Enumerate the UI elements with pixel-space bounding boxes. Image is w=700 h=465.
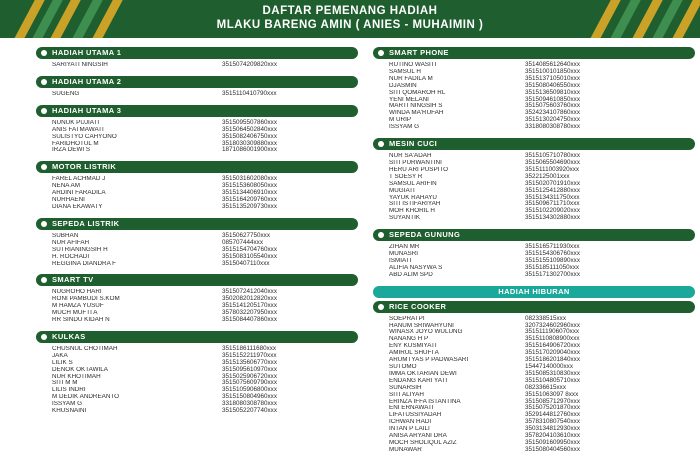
winner-id: 3515185111050xxx: [525, 263, 580, 271]
winner-row: [52, 303, 358, 310]
prize-section-sepeda-gunung: [373, 229, 695, 279]
winner-id: 3515075609790xxx: [222, 379, 277, 387]
winner-row: [52, 360, 358, 367]
category-header: HADIAH UTAMA 3: [36, 105, 358, 117]
winner-id: 3515186201840xxx: [525, 356, 580, 364]
winner-name: DIANA EKAWATY: [52, 203, 103, 210]
category-header: SEPEDA LISTRIK: [36, 218, 358, 230]
title-line-2: MLAKU BARENG AMIN ( ANIES - MUHAIMIN ): [216, 19, 484, 31]
winner-list: [36, 343, 358, 415]
winner-id: 3515137105010xxx: [525, 74, 580, 82]
winner-id: 3515134302880xxx: [525, 214, 580, 222]
winner-id: 3515082406750xxx: [222, 132, 277, 140]
winner-name: WINDA MA'RUFAH: [389, 110, 444, 117]
winner-name: ZIHAN MR: [389, 244, 420, 251]
winner-name: CHUSNUL CHOTIMAH: [52, 345, 118, 352]
winner-row: [52, 120, 358, 127]
winner-name: SITI ISTIFARIYAH: [389, 201, 441, 208]
winner-id: 35150407110xxx: [222, 259, 270, 267]
winner-name: MUNASRI: [389, 251, 419, 258]
category-header: RICE COOKER: [373, 301, 695, 313]
winner-name: MOCH SHOLIQUL AZIZ: [389, 439, 457, 446]
winner-name: MUNAWAR: [389, 446, 422, 453]
winner-id: 3515164906720xxx: [525, 342, 580, 350]
winner-list: [36, 59, 358, 69]
winner-row: [389, 124, 695, 131]
winner-id: 3578310807540xxx: [525, 418, 580, 426]
winner-id: 3515095507860xxx: [222, 118, 277, 126]
winner-id: 3515105906800xxx: [222, 386, 277, 394]
title-line-1: DAFTAR PEMENANG HADIAH: [262, 5, 438, 17]
winner-name: ISMIATI: [389, 257, 412, 264]
winner-name: ENDANG KARI YATI: [389, 377, 448, 384]
category-header: MESIN CUCI: [373, 138, 695, 150]
winner-list: [36, 230, 358, 268]
winner-id: 3515130204750xxx: [525, 116, 580, 124]
winner-id: 3207324602960xxx: [525, 321, 580, 329]
winner-name: MARTI NINGSIH S: [389, 103, 443, 110]
category-header: HADIAH UTAMA 1: [36, 47, 358, 59]
winner-id: 3518030309880xxx: [222, 139, 277, 147]
winner-name: ALIFIA NASYWA S: [389, 264, 443, 271]
winner-id: 35151063097 8xxx: [525, 390, 579, 398]
winner-id: 3515154306760xxx: [525, 250, 580, 258]
winner-name: LIFATUSSIYADAH: [389, 412, 442, 419]
winner-name: RUTINO WASITI: [389, 62, 437, 68]
category-header: KULKAS: [36, 331, 358, 343]
winner-row: [52, 141, 358, 148]
winner-list: [373, 150, 695, 222]
winner-id: 3515052207740xxx: [222, 407, 277, 415]
winner-id: 3515020701910xxx: [525, 179, 580, 187]
winner-name: YENI MELANI: [389, 96, 429, 103]
winner-row: [52, 346, 358, 353]
prize-section-motor-listrik: [36, 161, 358, 211]
winner-id: 3515134406910xxx: [222, 189, 277, 197]
prize-section-smart-phone: [373, 47, 695, 131]
winner-id: 3515105710780xxx: [525, 152, 580, 160]
winner-list: [36, 117, 358, 155]
winner-name: SUNARSIH: [389, 384, 422, 391]
category-header: HADIAH UTAMA 2: [36, 76, 358, 88]
winner-id: 082338515xxx: [525, 314, 566, 322]
winner-name: T SOESY R: [389, 173, 423, 180]
winner-id: 085707444xxx: [222, 238, 263, 246]
winner-name: ENI ERNAWATI: [389, 405, 434, 412]
winner-row: [389, 215, 695, 222]
winner-id: 3515100101850xxx: [525, 67, 580, 75]
winner-id: 3515031602080xxx: [222, 175, 277, 183]
winner-name: ERINZA IFFA ISTANTINA: [389, 398, 461, 405]
winner-name: YAYUK RAHAYU: [389, 194, 437, 201]
winner-id: 3529144812760xxx: [525, 411, 580, 419]
winner-row: [52, 261, 358, 268]
winner-row: [52, 289, 358, 296]
winner-name: SARIYATI NINGSIH: [52, 62, 108, 68]
prize-section-hadiah-utama-3: [36, 105, 358, 155]
winner-name: ANIS FATMAWATI: [52, 126, 104, 133]
winner-name: SUGENG: [52, 90, 80, 97]
winner-name: ISSYAM G: [389, 124, 419, 131]
winner-name: NENA AM: [52, 183, 80, 190]
winner-row: [52, 317, 358, 324]
right-column: [373, 47, 695, 461]
winner-id: 3503134812930xxx: [525, 425, 580, 433]
winner-name: KHUSNAINI: [52, 408, 87, 415]
winner-id: 3578204103610xxx: [525, 432, 580, 440]
winner-id: 3515025906720xxx: [222, 372, 277, 380]
winner-id: 3515080406550xxx: [525, 81, 580, 89]
prize-section-hadiah-utama-2: [36, 76, 358, 98]
category-header: MOTOR LISTRIK: [36, 161, 358, 173]
winner-row: [52, 254, 358, 261]
winner-id: 3515153608050xxx: [222, 182, 277, 190]
winner-id: 3515164209760xxx: [222, 196, 277, 204]
winner-id: 35150627750xxx: [222, 231, 270, 239]
winner-id: 3515150804960xxx: [222, 393, 277, 401]
winner-name: SOEPRATPI: [389, 315, 425, 322]
winner-name: SAMSUL ARIFIN: [389, 180, 437, 187]
winner-name: SUTRIANINGSIH H: [52, 246, 108, 253]
winner-id: 3515171302700xxx: [525, 270, 580, 278]
prize-section-hadiah-utama-1: [36, 47, 358, 69]
winner-name: M DEDIK ANDREANTO: [52, 394, 120, 401]
winner-name: NUR KHOTIMAH: [52, 373, 101, 380]
winner-name: SITI QOMAROH RL: [389, 89, 446, 96]
winner-id: 3515083105540xxx: [222, 252, 277, 260]
winner-id: 3515136509810xxx: [525, 88, 580, 96]
winner-name: NUGROHO HARI: [52, 289, 102, 296]
winner-id: 3514085612640xxx: [525, 61, 580, 68]
winner-name: H. ROCHADI: [52, 253, 90, 260]
winner-id: 3318080308780xxx: [222, 400, 277, 408]
winner-name: M URIP: [389, 117, 412, 124]
winner-id: 3515096711710xxx: [525, 200, 580, 208]
winner-id: 3515084407860xxx: [222, 316, 277, 324]
winner-name: SAMSUL H: [389, 68, 421, 75]
prize-section-sepeda-listrik: [36, 218, 358, 268]
winner-row: [389, 272, 695, 279]
winner-name: FAREL ACHMAD J: [52, 176, 106, 183]
winner-row: [52, 380, 358, 387]
winner-id: 3515154704760xxx: [222, 245, 277, 253]
winner-name: HANUM SRIWAHYUNI: [389, 322, 454, 329]
winner-list: [373, 241, 695, 279]
winner-id: 3515134311750xxx: [525, 193, 580, 201]
winner-id: 3515155109890xxx: [525, 256, 580, 264]
winner-name: IRZA DEWI S: [52, 147, 91, 154]
winner-name: NUR FADILA M: [389, 75, 433, 82]
winner-row: [52, 91, 358, 98]
winner-row: [52, 62, 358, 69]
winner-row: [52, 134, 358, 141]
winner-name: SITI PURWANTINI: [389, 159, 442, 166]
winner-row: [52, 176, 358, 183]
category-header: SEPEDA GUNUNG: [373, 229, 695, 241]
winner-id: 3502082012820xxx: [222, 295, 277, 303]
winner-list: [36, 286, 358, 324]
winner-name: LILIS INDRI: [52, 387, 86, 394]
winner-name: RONI PAMBUDI S.KOM: [52, 296, 120, 303]
winner-name: MOH KHORIL H: [389, 208, 435, 215]
winner-name: LILIK S: [52, 359, 73, 366]
winner-name: ICHWAN HADI: [389, 419, 432, 426]
winner-id: 3515094610850xxx: [525, 95, 580, 103]
winner-name: MUGIATI: [389, 187, 415, 194]
winner-id: 3515075201870xxx: [525, 404, 580, 412]
winner-id: 3515165711930xxx: [525, 243, 580, 251]
winner-id: 3515064502840xxx: [222, 125, 277, 133]
winner-row: [52, 197, 358, 204]
winner-name: ABD ALIM SPD: [389, 271, 433, 278]
winner-id: 3515111906070xxx: [525, 328, 580, 336]
winner-id: 3318080308780xxx: [525, 123, 580, 131]
winner-name: REGGINA DIANDRA F: [52, 260, 117, 267]
winner-name: NANANG H P: [389, 336, 429, 343]
winner-name: DJASMIN: [389, 82, 417, 89]
winner-row: [52, 183, 358, 190]
winner-id: 3515186111680xxx: [222, 344, 277, 352]
winner-name: ENY KUSMIYATI: [389, 343, 437, 350]
winner-row: [52, 394, 358, 401]
winner-id: 3515085712970xxx: [525, 397, 580, 405]
winner-row: [52, 147, 358, 154]
winner-row: [52, 387, 358, 394]
winner-name: RR SINDU KIDAH N: [52, 317, 110, 324]
winner-name: JAKA: [52, 352, 68, 359]
winner-name: ISSYAM G: [52, 401, 82, 408]
winner-name: DENOK OKTAWILA: [52, 366, 108, 373]
winner-name: NUNUK PUJIATI: [52, 119, 100, 126]
winner-id: 3515135209730xxx: [222, 202, 277, 210]
winner-name: ARDINI FARADILA: [52, 190, 106, 197]
winner-name: ARUMTYAS P PADWASARI: [389, 357, 469, 364]
prize-section-kulkas: [36, 331, 358, 415]
consolation-banner: HADIAH HIBURAN: [373, 286, 695, 298]
winner-list: [36, 173, 358, 211]
prize-section-mesin-cuci: [373, 138, 695, 222]
winner-name: NUR SA'ADAH: [389, 153, 432, 160]
winner-name: M HAMZA YUSUF: [52, 303, 104, 310]
winner-row: [389, 447, 695, 454]
winner-name: WINASX JOYO WULUNG: [389, 329, 463, 336]
left-column: [36, 47, 358, 422]
winner-id: 3522125001xxx: [525, 172, 570, 180]
winner-list: [373, 59, 695, 131]
winner-row: [52, 233, 358, 240]
winner-id: 3515080404560xxx: [525, 445, 580, 453]
category-header: SMART TV: [36, 274, 358, 286]
winner-id: 3515111003920xxx: [525, 165, 580, 173]
winner-id: 3515141205170xxx: [222, 302, 277, 310]
winner-name: NURHAENI: [52, 197, 85, 204]
winner-name: SITI ALIYAH: [389, 391, 424, 398]
winner-row: [52, 401, 358, 408]
winner-id: 082336615xxx: [525, 383, 566, 391]
winner-row: [52, 310, 358, 317]
winner-id: 3515091609950xxx: [525, 438, 580, 446]
winner-list: [36, 88, 358, 98]
winner-row: [52, 240, 358, 247]
winner-id: 3515065504690xxx: [525, 158, 580, 166]
winner-id: 3515074209820xxx: [222, 61, 277, 68]
winner-id: 3515072412040xxx: [222, 288, 277, 296]
winner-id: 1871086001900xxx: [222, 146, 277, 154]
prize-section-smart-tv: [36, 274, 358, 324]
winner-name: NUR AFIFAH: [52, 239, 90, 246]
winner-id: 3515075603760xxx: [525, 102, 580, 110]
category-header: SMART PHONE: [373, 47, 695, 59]
winner-row: [52, 374, 358, 381]
winner-name: MUCH MUFTI A: [52, 310, 98, 317]
winner-id: 3515135606770xxx: [222, 358, 277, 366]
winner-id: 3515170209040xxx: [525, 349, 580, 357]
winner-id: 3524234107860xxx: [525, 109, 580, 117]
winner-name: ANISA ARYANI DRA: [389, 433, 447, 440]
winner-id: 15447140000xxx: [525, 363, 573, 370]
winner-row: [52, 367, 358, 374]
winner-id: 3515110410790xxx: [222, 89, 277, 97]
winner-name: FARIDHOTUL M: [52, 140, 99, 147]
winner-id: 3515104805710xxx: [525, 376, 580, 384]
winner-name: SITI M M: [52, 380, 78, 387]
winner-id: 3515095610970xxx: [222, 365, 277, 373]
winner-id: 3515125412880xxx: [525, 186, 580, 194]
winner-list: [373, 313, 695, 454]
winner-row: [52, 408, 358, 415]
prize-section-rice-cooker: [373, 301, 695, 454]
winner-name: INTAN P LAILI: [389, 426, 430, 433]
winner-id: 3515152211970xxx: [222, 351, 277, 359]
winner-row: [52, 353, 358, 360]
winner-row: [52, 204, 358, 211]
winner-row: [52, 190, 358, 197]
winner-row: [52, 247, 358, 254]
winner-name: SUTOMO: [389, 364, 417, 370]
winner-name: HERU ARI PUSPITO: [389, 166, 449, 173]
header-banner: [0, 0, 700, 38]
winner-id: 3515110808900xxx: [525, 335, 580, 343]
winner-row: [52, 296, 358, 303]
winner-name: IMMA OKTARIAN DEWI: [389, 370, 457, 377]
winner-row: [52, 127, 358, 134]
winner-name: SULISTYO CAHYONO: [52, 133, 117, 140]
winner-name: SUYANTIK: [389, 215, 421, 222]
winner-name: SUBHAN: [52, 232, 79, 239]
winner-id: 3578032207950xxx: [222, 309, 277, 317]
winner-id: 3515085310830xxx: [525, 369, 580, 377]
page-title: [150, 4, 550, 32]
winner-name: AMIRUL SHUFI A: [389, 350, 439, 357]
winner-id: 3515102209020xxx: [525, 207, 580, 215]
